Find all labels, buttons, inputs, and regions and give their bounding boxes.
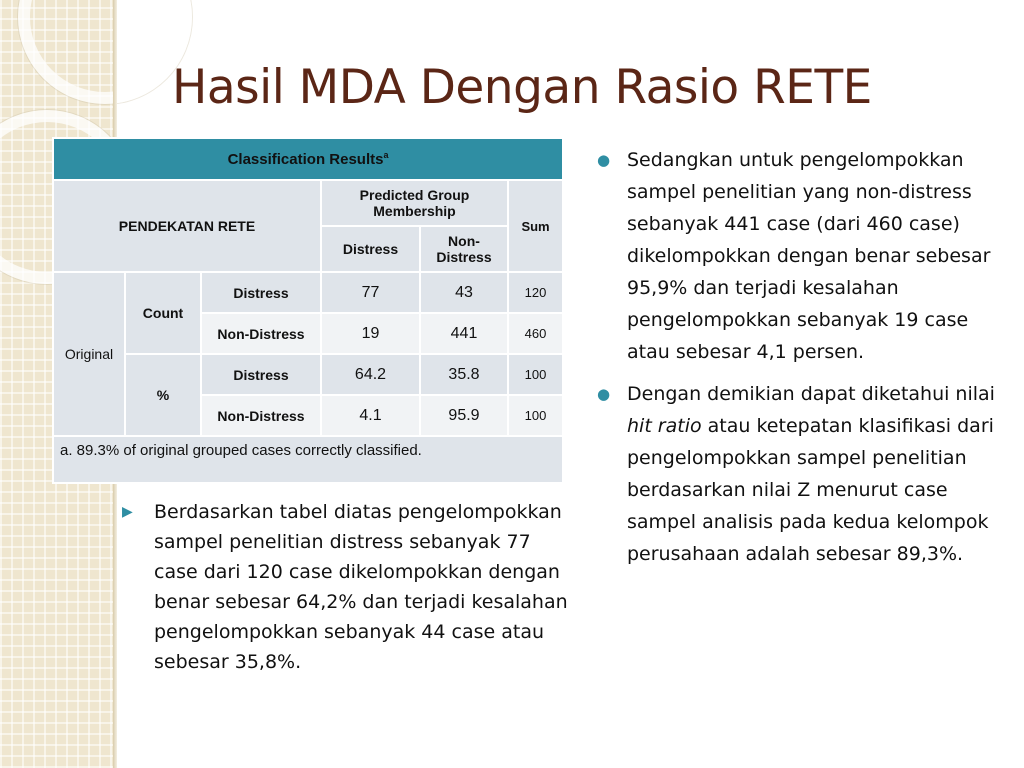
table-row [53, 272, 563, 313]
count-label: Count [125, 272, 201, 354]
row-group-label: Distress [201, 354, 321, 395]
bullet-text: Sedangkan untuk pengelompokkan sampel penelitian yang non-distress sebanyak 441 case (dari 460 case) dikelompokkan dengan benar sebesar 95,9% dan terjadi kesalahan pengelompokkan sebanyak 19 case atau sebesar 4,1 persen. [627, 149, 991, 363]
predicted-group-header: Predicted Group Membership [321, 180, 508, 226]
cell-distress: 64.2 [321, 354, 420, 395]
cell-nondistress: 43 [420, 272, 508, 313]
classification-table [52, 137, 564, 484]
bullet-text: Berdasarkan tabel diatas pengelompokkan sampel penelitian distress sebanyak 77 case dari 120 case dikelompokkan dengan benar sebesar 64,2% dan terjadi kesalahan pengelompokkan sebanyak 44 case atau sebesar 35,8%. [154, 501, 568, 673]
table-caption: Classification Results$^a$ [53, 138, 563, 180]
cell-nondistress: 441 [420, 313, 508, 354]
bullet-dot-icon: ● [597, 385, 611, 403]
cell-distress: 77 [321, 272, 420, 313]
row-group-label: Non-Distress [201, 313, 321, 354]
cell-sum: 100 [508, 354, 563, 395]
decorative-ring [18, 0, 192, 104]
original-label: Original [53, 272, 125, 436]
bullet-text: Dengan demikian dapat diketahui nilai hit ratio atau ketepatan klasifikasi dari pengelompokkan sampel penelitian berdasarkan nilai Z menurut case sampel analisis pada kedua kelompok perusahaan adalah sebesar 89,3%. [627, 383, 995, 565]
col-header-nondistress: Non-Distress [420, 226, 508, 272]
hit-ratio-term: hit ratio [627, 415, 702, 437]
cell-distress: 19 [321, 313, 420, 354]
bullet-item [593, 378, 1003, 570]
bullet-arrow-icon: ▶ [122, 504, 133, 520]
left-bullet-list [120, 497, 580, 677]
row-group-label: Non-Distress [201, 395, 321, 436]
bullet-dot-icon: ● [597, 151, 611, 169]
percent-label: % [125, 354, 201, 436]
cell-sum: 120 [508, 272, 563, 313]
sum-header: Sum [508, 180, 563, 272]
slide-title: Hasil MDA Dengan Rasio RETE [172, 60, 872, 115]
right-bullet-list [593, 144, 1003, 580]
table-row [53, 354, 563, 395]
approach-header: PENDEKATAN RETE [53, 180, 321, 272]
cell-nondistress: 95.9 [420, 395, 508, 436]
bullet-item [593, 144, 1003, 368]
cell-distress: 4.1 [321, 395, 420, 436]
table-footnote: a. 89.3% of original grouped cases correctly classified. [53, 436, 563, 483]
cell-sum: 100 [508, 395, 563, 436]
col-header-distress: Distress [321, 226, 420, 272]
cell-sum: 460 [508, 313, 563, 354]
bullet-item [120, 497, 580, 677]
cell-nondistress: 35.8 [420, 354, 508, 395]
row-group-label: Distress [201, 272, 321, 313]
